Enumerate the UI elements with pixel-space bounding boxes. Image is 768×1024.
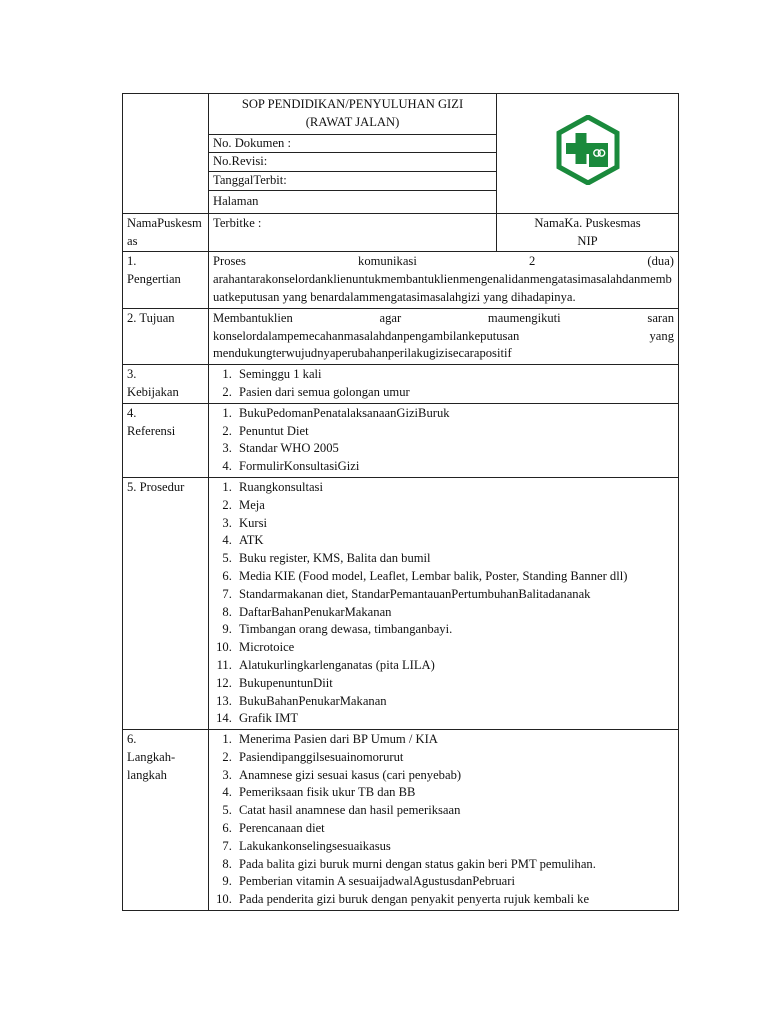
list-item: 10. Pada penderita gizi buruk dengan penyakit penyerta rujuk kembali ke (235, 891, 674, 909)
tujuan-content (209, 308, 679, 364)
referensi-number: 4. (127, 405, 137, 420)
pengertian-content (209, 252, 679, 308)
referensi-content (209, 403, 679, 477)
list-item: 7. Lakukankonselingsesuaikasus (235, 838, 674, 856)
tujuan-text-line1: Membantuklien agar maumengikuti saran (213, 310, 674, 325)
kebijakan-list (213, 366, 674, 402)
list-item: 3. Kursi (235, 515, 674, 533)
list-item: 9. Timbangan orang dewasa, timbanganbayi. (235, 621, 674, 639)
puskesmas-logo-icon (553, 115, 623, 185)
pengertian-text-line1: Proses komunikasi 2 (dua) (213, 254, 674, 269)
list-item: 3. Standar WHO 2005 (235, 440, 674, 458)
list-item: 9. Pemberian vitamin A sesuaijadwalAgustusdanPebruari (235, 873, 674, 891)
list-item: 6. Media KIE (Food model, Leaflet, Lembar balik, Poster, Standing Banner dll) (235, 568, 674, 586)
langkah-label (123, 730, 209, 911)
kebijakan-title: Kebijakan (127, 384, 179, 399)
sop-table (122, 93, 679, 911)
title-line-1: SOP PENDIDIKAN/PENYULUHAN GIZI (241, 97, 464, 111)
referensi-list (213, 405, 674, 476)
list-item: 2. Meja (235, 497, 674, 515)
prosedur-label: 5. Prosedur (123, 477, 209, 729)
tujuan-text-line3: mendukungterwujudnyaperubahanperilakugizisecarapositif (213, 346, 512, 361)
list-item: 5. Catat hasil anamnese dan hasil pemeriksaan (235, 802, 674, 820)
prosedur-list (213, 479, 674, 728)
nama-puskesmas-label: NamaPuskesmas (123, 213, 209, 252)
list-item: 6. Perencanaan diet (235, 820, 674, 838)
list-item: 14. Grafik IMT (235, 710, 674, 728)
pengertian-title: Pengertian (127, 272, 181, 287)
tanggal-terbit-field: TanggalTerbit: (209, 172, 497, 191)
kepala-nip-label: NIP (577, 233, 598, 248)
list-item: 3. Anamnese gizi sesuai kasus (cari penyebab) (235, 767, 674, 785)
list-item: 2. Pasien dari semua golongan umur (235, 384, 674, 402)
referensi-title: Referensi (127, 423, 176, 438)
list-item: 7. Standarmakanan diet, StandarPemantauanPertumbuhanBalitadananak (235, 586, 674, 604)
list-item: 10. Microtoice (235, 639, 674, 657)
langkah-title-1: Langkah- (127, 749, 176, 764)
list-item: 5. Buku register, KMS, Balita dan bumil (235, 550, 674, 568)
no-revisi-field: No.Revisi: (209, 153, 497, 172)
list-item: 12. BukupenuntunDiit (235, 675, 674, 693)
langkah-content (209, 730, 679, 911)
header-empty-cell (123, 94, 209, 214)
list-item: 2. Penuntut Diet (235, 423, 674, 441)
pengertian-label (123, 252, 209, 308)
list-item: 13. BukuBahanPenukarMakanan (235, 693, 674, 711)
kepala-puskesmas-cell (497, 213, 679, 252)
pengertian-text-rest: arahantarakonselordanklienuntukmembantuklienmengenalidanmengatasimasalahdanmembuatkeputusan yang benardalammengatasimasalahgizi yang dihadapinya. (213, 272, 672, 304)
title-line-2: (RAWAT JALAN) (305, 114, 400, 129)
list-item: 1. Ruangkonsultasi (235, 479, 674, 497)
list-item: 2. Pasiendipanggilsesuainomorurut (235, 749, 674, 767)
tujuan-text-line2: konselordalampemecahanmasalahdanpengambilankeputusan yang (213, 328, 674, 343)
no-dokumen-field: No. Dokumen : (209, 134, 497, 153)
terbitke-field: Terbitke : (209, 213, 497, 252)
kebijakan-number: 3. (127, 367, 137, 382)
list-item: 4. Pemeriksaan fisik ukur TB dan BB (235, 784, 674, 802)
langkah-list (213, 731, 674, 909)
halaman-field: Halaman (209, 190, 497, 213)
tujuan-label: 2. Tujuan (123, 308, 209, 364)
pengertian-number: 1. (127, 254, 137, 269)
kebijakan-content (209, 365, 679, 404)
langkah-number: 6. (127, 732, 137, 747)
list-item: 8. DaftarBahanPenukarMakanan (235, 604, 674, 622)
langkah-title-2: langkah (127, 767, 167, 782)
kebijakan-label (123, 365, 209, 404)
kepala-name-label: NamaKa. Puskesmas (534, 215, 641, 230)
list-item: 1. Menerima Pasien dari BP Umum / KIA (235, 731, 674, 749)
prosedur-content (209, 477, 679, 729)
list-item: 1. BukuPedomanPenatalaksanaanGiziBuruk (235, 405, 674, 423)
logo-cell (497, 94, 679, 214)
document-title (209, 94, 497, 135)
list-item: 4. FormulirKonsultasiGizi (235, 458, 674, 476)
list-item: 8. Pada balita gizi buruk murni dengan status gakin beri PMT pemulihan. (235, 856, 674, 874)
list-item: 11. Alatukurlingkarlenganatas (pita LILA) (235, 657, 674, 675)
referensi-label (123, 403, 209, 477)
list-item: 1. Seminggu 1 kali (235, 366, 674, 384)
list-item: 4. ATK (235, 532, 674, 550)
sop-document (122, 93, 678, 911)
